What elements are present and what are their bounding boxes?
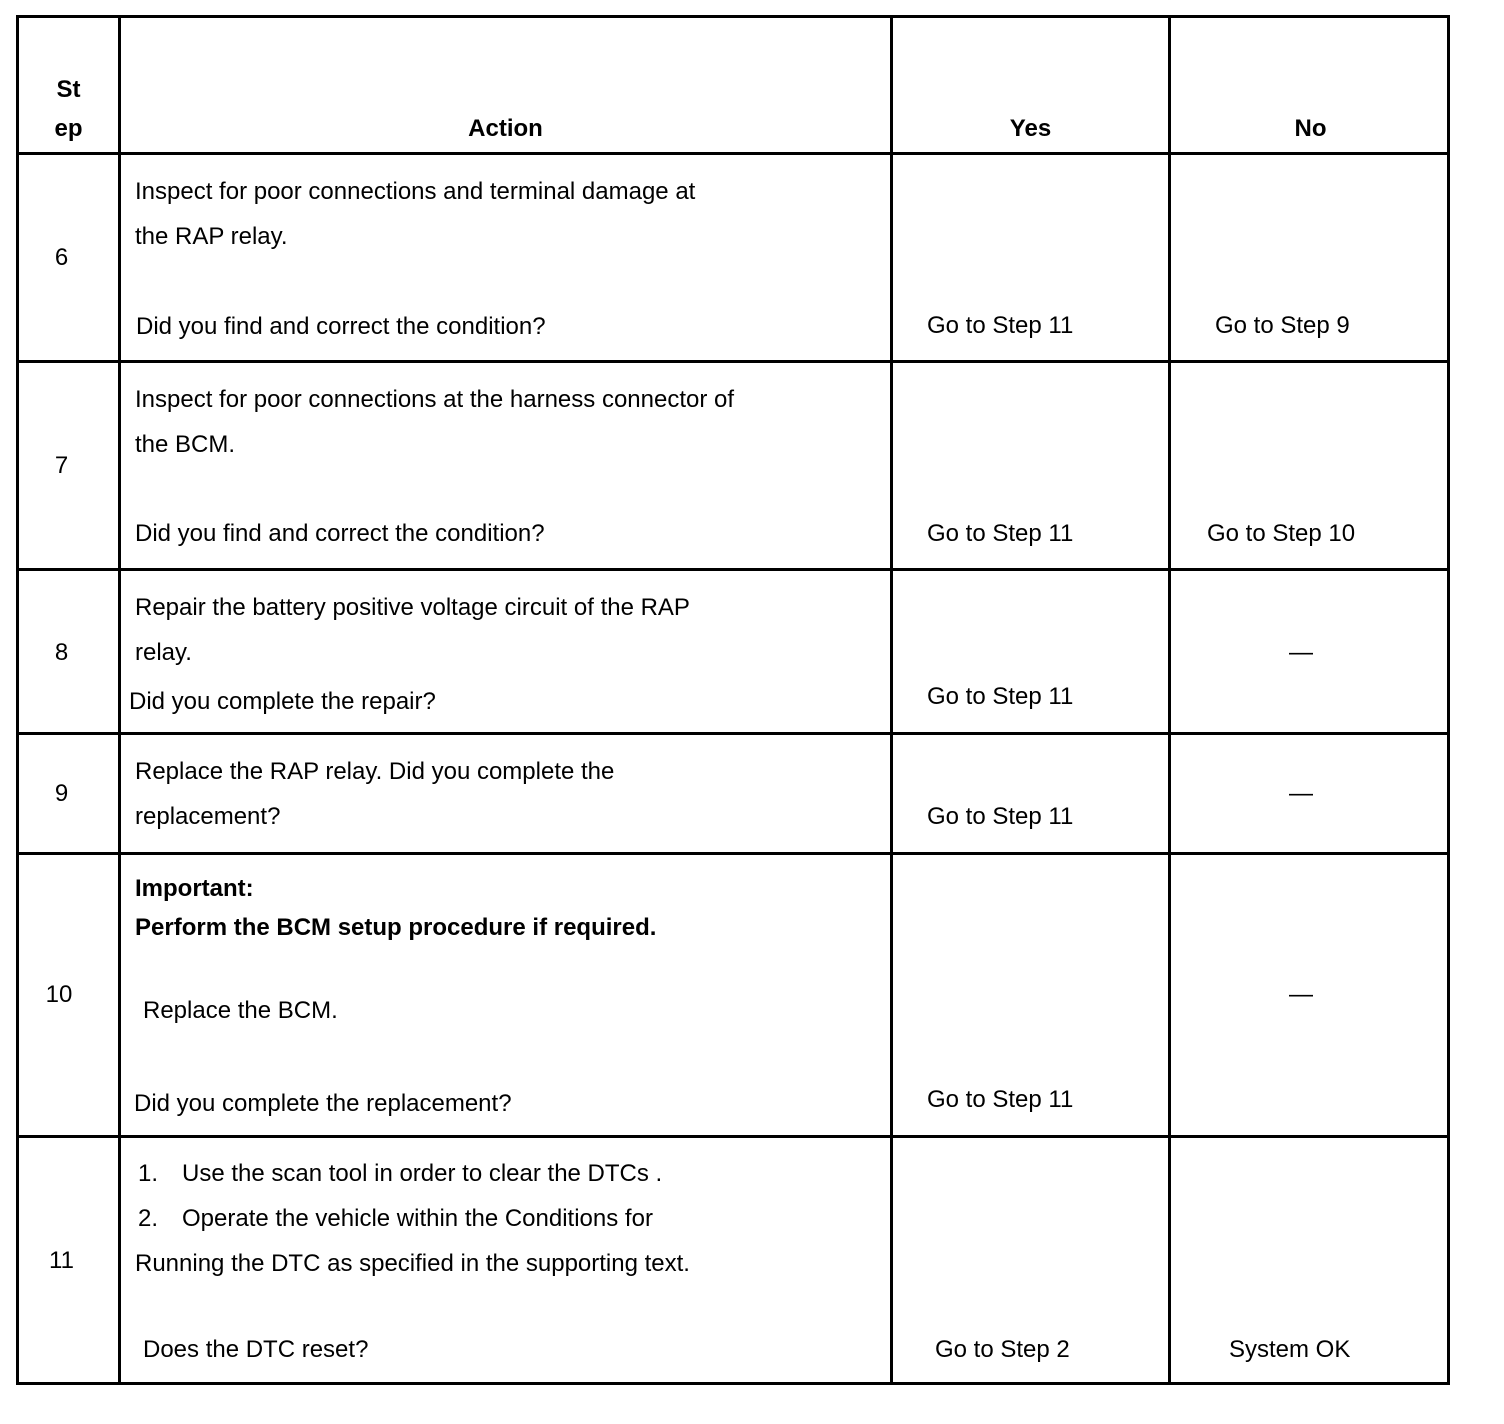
list-item2-continuation: Running the DTC as specified in the supporting text. (135, 1250, 690, 1277)
no-result: Go to Step 9 (1215, 312, 1350, 339)
step-number: 7 (54, 452, 69, 479)
table-row (19, 363, 1447, 571)
action-question: Did you complete the replacement? (134, 1090, 512, 1117)
action-text-line1: Replace the RAP relay. Did you complete the (135, 758, 615, 785)
action-text-line1: Replace the BCM. (143, 997, 338, 1024)
header-step-line1: St (56, 76, 81, 103)
list-item2-number: 2. (138, 1205, 159, 1232)
no-result-dash: — (1289, 639, 1313, 666)
step-number: 9 (54, 780, 69, 807)
header-action: Action (468, 115, 543, 142)
action-text-line2: the RAP relay. (135, 223, 288, 250)
no-result: Go to Step 10 (1207, 520, 1356, 547)
header-no: No (1294, 115, 1327, 142)
action-question: Did you complete the repair? (129, 688, 436, 715)
table-row (19, 155, 1447, 363)
yes-result: Go to Step 2 (935, 1336, 1070, 1363)
yes-result: Go to Step 11 (927, 683, 1074, 710)
action-question: Did you find and correct the condition? (136, 313, 546, 340)
action-text-line1: Repair the battery positive voltage circuit of the RAP (135, 594, 690, 621)
important-text: Perform the BCM setup procedure if required. (135, 914, 657, 941)
yes-result: Go to Step 11 (927, 803, 1074, 830)
yes-result: Go to Step 11 (927, 1086, 1074, 1113)
list-item1-number: 1. (138, 1160, 159, 1187)
no-result-dash: — (1289, 981, 1313, 1008)
step-number: 6 (54, 244, 69, 271)
step-number: 10 (45, 981, 73, 1008)
important-label: Important: (135, 875, 254, 902)
step-number: 8 (54, 639, 69, 666)
diagnostic-table (16, 15, 1450, 1385)
action-question: Did you find and correct the condition? (135, 520, 545, 547)
header-step-line2: ep (54, 115, 83, 142)
header-yes: Yes (1009, 115, 1052, 142)
action-text-line1: Inspect for poor connections at the harness connector of (135, 386, 735, 413)
list-item2-text: Operate the vehicle within the Conditions for (182, 1205, 653, 1232)
yes-result: Go to Step 11 (927, 312, 1074, 339)
table-row (19, 571, 1447, 735)
list-item1-text: Use the scan tool in order to clear the DTCs . (182, 1160, 663, 1187)
no-result-dash: — (1289, 780, 1313, 807)
action-text-line1: Inspect for poor connections and terminal damage at (135, 178, 696, 205)
action-question: Does the DTC reset? (143, 1336, 369, 1363)
step-number: 11 (49, 1247, 74, 1274)
table-row (19, 855, 1447, 1138)
no-result: System OK (1229, 1336, 1351, 1363)
table-row (19, 735, 1447, 855)
table-row (19, 1138, 1447, 1385)
action-text-line2: relay. (135, 639, 192, 666)
action-text-line2: replacement? (135, 803, 281, 830)
action-text-line2: the BCM. (135, 431, 236, 458)
header-row (19, 18, 1447, 155)
yes-result: Go to Step 11 (927, 520, 1074, 547)
